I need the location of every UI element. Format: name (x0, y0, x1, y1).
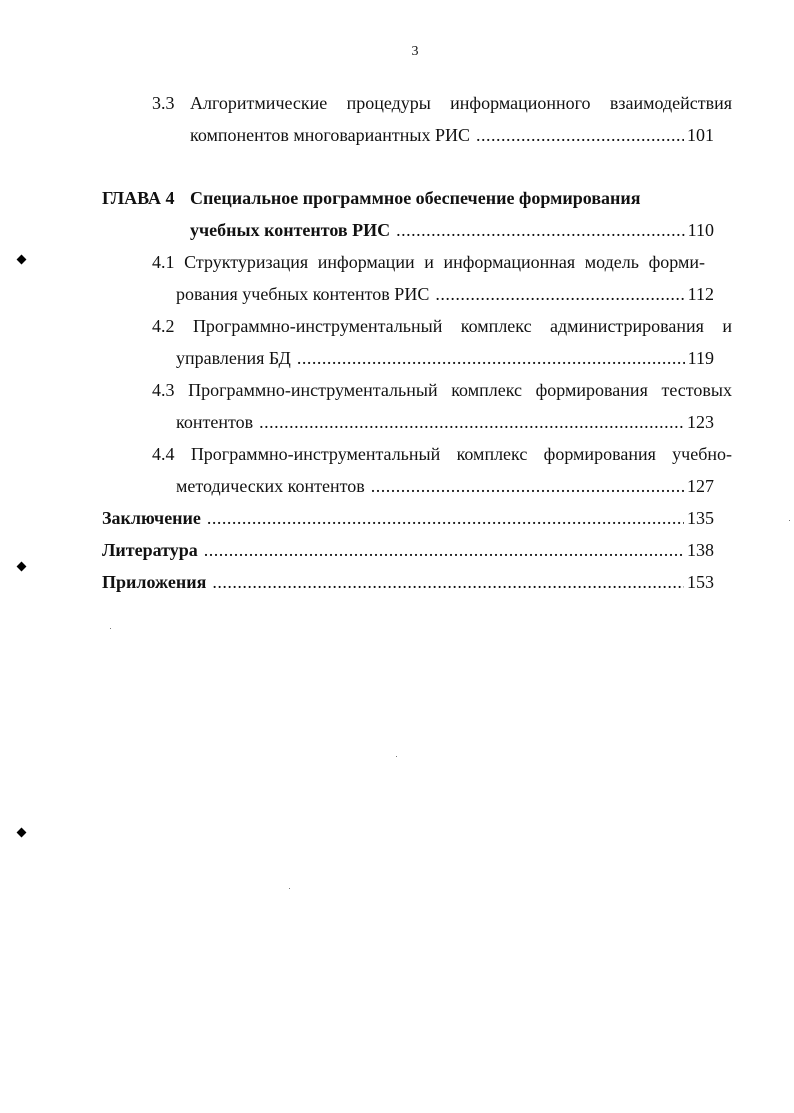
toc-entry-conclusion (102, 507, 714, 529)
chapter-4-label: ГЛАВА 4 (102, 188, 175, 208)
toc-entry-literature (102, 539, 714, 561)
toc-entry-4-3-number: 4.3 (152, 380, 175, 400)
toc-entry-4-2-title-line1 (152, 315, 732, 337)
toc-entry-4-2-title-line2 (176, 347, 714, 369)
chapter-4-title-line1: Специальное программное обеспечение формирования (190, 188, 641, 208)
scan-speck (396, 756, 397, 757)
toc-entry-4-3-title-line1 (152, 379, 732, 401)
toc-entry-4-4-page: 127 (687, 476, 714, 496)
toc-entry-4-4-title-text-2: методических контентов (176, 476, 365, 496)
leader-dots (371, 475, 684, 497)
scan-speck (789, 520, 790, 521)
binding-hole-mark (17, 562, 27, 572)
toc-entry-4-4-title-line1 (152, 443, 732, 465)
toc-entry-4-2-number: 4.2 (152, 316, 175, 336)
toc-entry-4-1-title-text-1: Структуризация информации и информационная модель форми- (184, 252, 706, 272)
toc-entry-4-2-page: 119 (687, 348, 714, 368)
toc-entry-appendices-title: Приложения (102, 572, 207, 592)
toc-entry-conclusion-title: Заключение (102, 508, 201, 528)
toc-entry-literature-page: 138 (687, 540, 714, 560)
leader-dots (435, 283, 684, 305)
toc-entry-4-2-title-text-2: управления БД (176, 348, 291, 368)
leader-dots (476, 124, 684, 146)
scan-speck (289, 888, 290, 889)
leader-dots (396, 219, 685, 241)
scan-speck (110, 628, 111, 629)
leader-dots (297, 347, 685, 369)
leader-dots (259, 411, 684, 433)
toc-entry-3-3-number: 3.3 (152, 93, 175, 113)
page-number: 3 (411, 44, 419, 59)
toc-entry-4-4-number: 4.4 (152, 444, 175, 464)
toc-entry-4-3-title-text-1: Программно-инструментальный комплекс формирования тестовых (188, 380, 732, 400)
binding-hole-mark (17, 828, 27, 838)
toc-entry-4-1-title-text-2: рования учебных контентов РИС (176, 284, 430, 304)
toc-entry-4-1-number: 4.1 (152, 252, 175, 272)
toc-entry-4-1-title-line2 (176, 283, 714, 305)
chapter-4-title-line2 (190, 219, 714, 241)
toc-entry-conclusion-page: 135 (687, 508, 714, 528)
toc-entry-4-4-title-text-1: Программно-инструментальный комплекс формирования учебно- (190, 444, 732, 464)
chapter-4-page: 110 (687, 220, 714, 240)
binding-hole-mark (17, 255, 27, 265)
toc-entry-appendices-page: 153 (687, 572, 714, 592)
leader-dots (207, 507, 684, 529)
leader-dots (212, 571, 684, 593)
toc-entry-3-3-title-line2 (190, 124, 714, 146)
toc-entry-3-3-title-line1: Алгоритмические процедуры информационного взаимодействия (190, 93, 732, 113)
toc-entry-appendices (102, 571, 714, 593)
toc-entry-literature-title: Литература (102, 540, 198, 560)
toc-entry-4-1-page: 112 (687, 284, 714, 304)
toc-entry-4-4-title-line2 (176, 475, 714, 497)
toc-entry-4-2-title-text-1: Программно-инструментальный комплекс администрирования и (192, 316, 732, 336)
leader-dots (204, 539, 684, 561)
toc-entry-4-3-page: 123 (687, 412, 714, 432)
chapter-4-title-text: учебных контентов РИС (190, 220, 391, 240)
toc-entry-4-3-title-line2 (176, 411, 714, 433)
toc-entry-3-3-page: 101 (687, 125, 714, 145)
toc-entry-3-3-title-text: компонентов многовариантных РИС (190, 125, 470, 145)
toc-entry-4-1-title-line1 (152, 251, 705, 273)
toc-entry-4-3-title-text-2: контентов (176, 412, 254, 432)
